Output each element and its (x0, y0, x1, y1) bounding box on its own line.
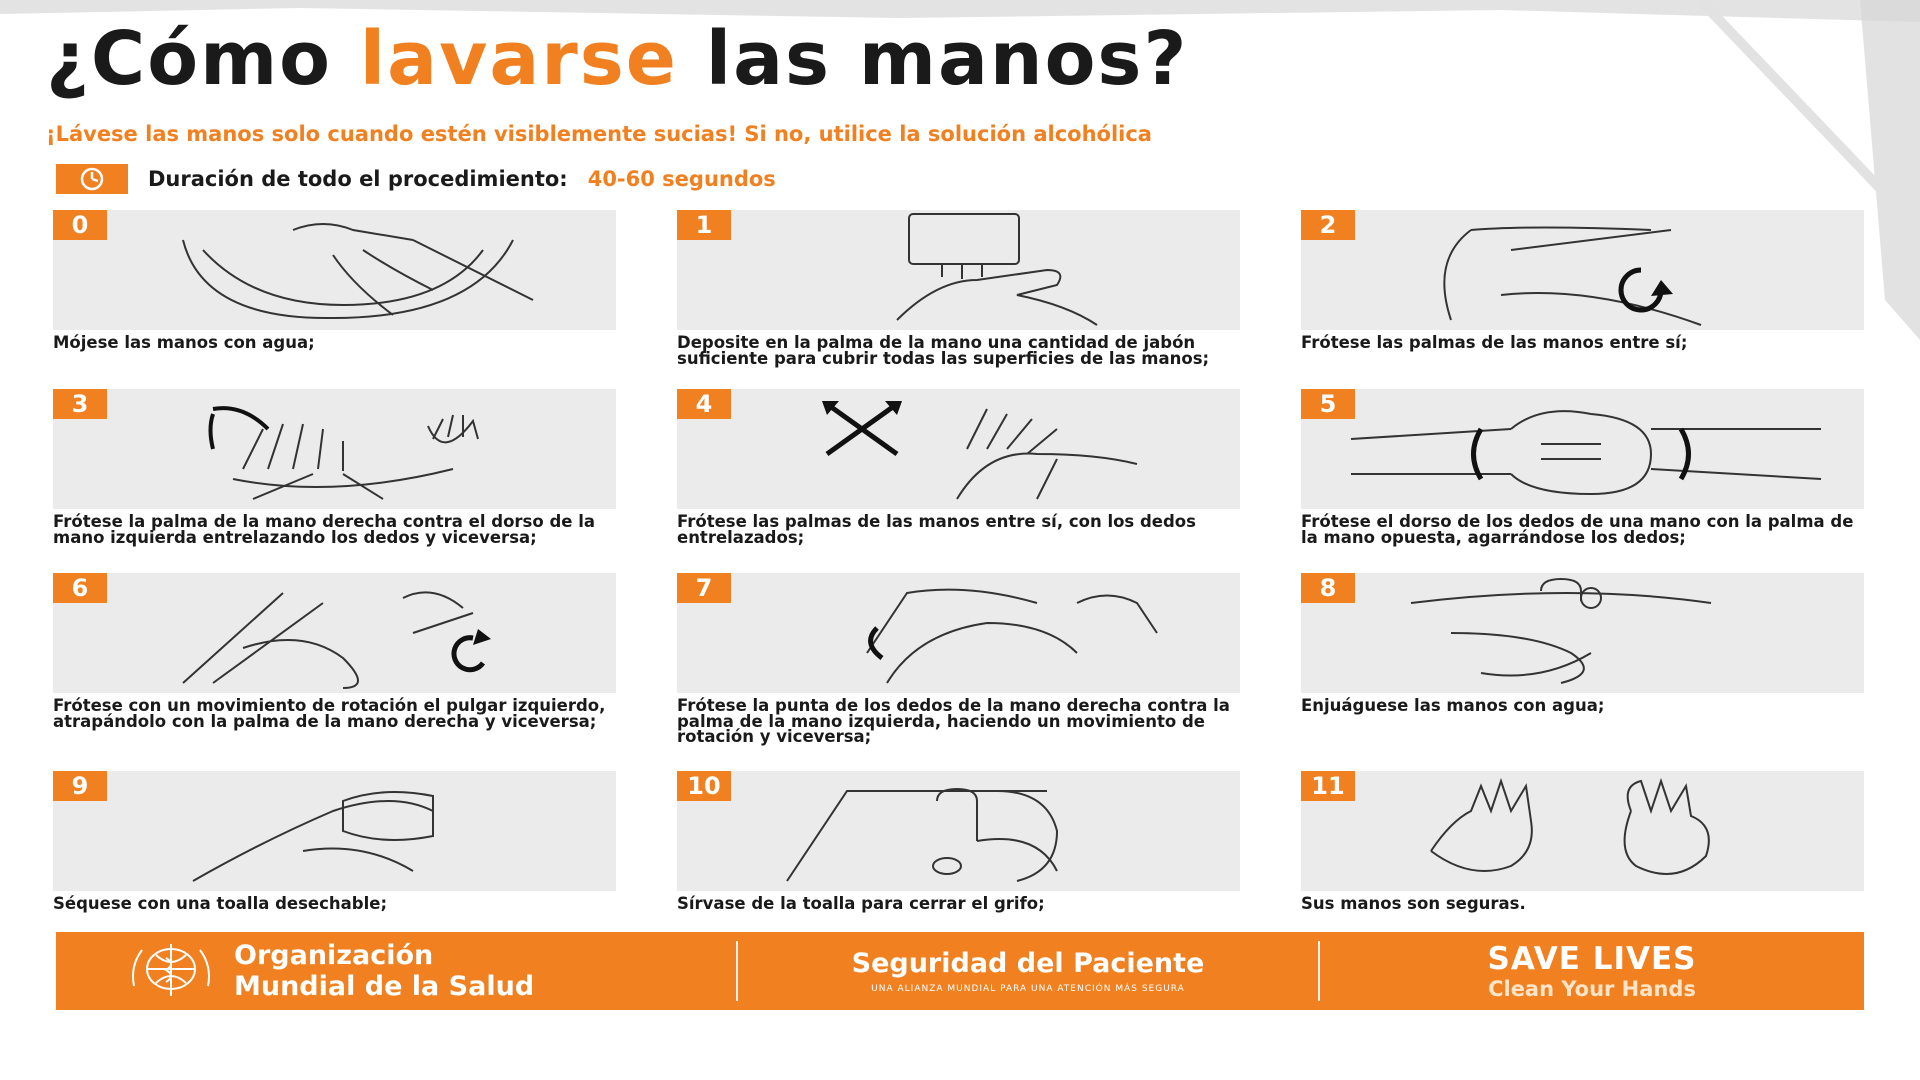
step-illustration (53, 573, 616, 693)
title-part-1: ¿Cómo (46, 16, 360, 102)
step-illustration (1301, 210, 1864, 330)
step-0 (53, 210, 616, 351)
step-9 (53, 771, 616, 912)
title-accent-word: lavarse (359, 16, 678, 102)
save-lives-block (1320, 941, 1864, 1001)
step-caption: Mójese las manos con agua; (53, 333, 315, 352)
step-8 (1301, 573, 1864, 714)
interlocked-fingers-icon (1301, 389, 1864, 509)
step-illustration (677, 771, 1240, 891)
step-caption: Deposite en la palma de la mano una cantidad de jabón suficiente para cubrir todas las superficies de las manos; (677, 333, 1210, 368)
interlaced-fingers-icon (677, 389, 1240, 509)
clock-hand-icon (56, 164, 128, 194)
step-caption: Frótese con un movimiento de rotación el pulgar izquierdo, atrapándolo con la palma de la mano derecha y viceversa; (53, 696, 606, 731)
step-caption: Frótese las palmas de las manos entre sí, con los dedos entrelazados; (677, 512, 1196, 547)
step-caption: Frótese las palmas de las manos entre sí; (1301, 333, 1688, 352)
step-caption: Frótese la palma de la mano derecha contra el dorso de la mano izquierda entrelazando los dedos y viceversa; (53, 512, 595, 547)
clean-hands-slogan: Clean Your Hands (1488, 977, 1696, 1001)
step-number: 1 (677, 210, 731, 240)
step-number: 8 (1301, 573, 1355, 603)
step-illustration (1301, 771, 1864, 891)
title-part-2: las manos? (677, 16, 1189, 102)
footer-banner (56, 932, 1864, 1010)
palm-to-palm-icon (1301, 210, 1864, 330)
step-7 (677, 573, 1240, 745)
patient-safety-block (738, 948, 1318, 994)
step-illustration (677, 573, 1240, 693)
organization-name (234, 940, 534, 1002)
step-5 (1301, 389, 1864, 545)
step-illustration (53, 771, 616, 891)
step-number: 7 (677, 573, 731, 603)
hand-washing-poster (40, 12, 1860, 1012)
poster-subtitle: ¡Lávese las manos solo cuando estén visiblemente sucias! Si no, utilice la solución alcohólica (46, 122, 1152, 146)
step-caption: Sus manos son seguras. (1301, 894, 1526, 913)
step-1 (677, 210, 1240, 366)
patient-safety-title: Seguridad del Paciente (851, 948, 1205, 979)
organization-name-line-1: Organización (234, 940, 434, 971)
step-illustration (677, 210, 1240, 330)
who-emblem-icon (126, 938, 216, 1005)
step-number: 5 (1301, 389, 1355, 419)
patient-safety-subtitle: UNA ALIANZA MUNDIAL PARA UNA ATENCIÓN MÁS SEGURA (871, 984, 1185, 994)
step-6 (53, 573, 616, 729)
step-3 (53, 389, 616, 545)
duration-value: 40-60 segundos (587, 167, 776, 191)
step-illustration (1301, 573, 1864, 693)
step-number: 0 (53, 210, 107, 240)
step-illustration (1301, 389, 1864, 509)
wet-hands-icon (53, 210, 616, 330)
step-number: 3 (53, 389, 107, 419)
close-tap-icon (677, 771, 1240, 891)
step-4 (677, 389, 1240, 545)
step-caption: Enjuáguese las manos con agua; (1301, 696, 1605, 715)
rinse-hands-icon (1301, 573, 1864, 693)
step-number: 6 (53, 573, 107, 603)
soap-dispenser-icon (677, 210, 1240, 330)
step-10 (677, 771, 1240, 912)
step-number: 4 (677, 389, 731, 419)
fingertips-rotation-icon (677, 573, 1240, 693)
step-illustration (53, 389, 616, 509)
step-number: 11 (1301, 771, 1355, 801)
step-illustration (53, 210, 616, 330)
clean-hands-icon (1301, 771, 1864, 891)
footer-divider (736, 941, 738, 1001)
back-of-hand-icon (53, 389, 616, 509)
step-number: 2 (1301, 210, 1355, 240)
organization-name-line-2: Mundial de la Salud (234, 971, 535, 1002)
duration-label: Duración de todo el procedimiento: (148, 167, 568, 191)
poster-title (46, 16, 1188, 102)
step-2 (1301, 210, 1864, 351)
step-number: 9 (53, 771, 107, 801)
rotational-thumb-icon (53, 573, 616, 693)
dry-towel-icon (53, 771, 616, 891)
step-caption: Frótese el dorso de los dedos de una mano con la palma de la mano opuesta, agarrándose los dedos; (1301, 512, 1854, 547)
step-caption: Sírvase de la toalla para cerrar el grifo; (677, 894, 1045, 913)
save-lives-title: SAVE LIVES (1487, 941, 1697, 977)
step-number: 10 (677, 771, 731, 801)
step-11 (1301, 771, 1864, 912)
step-caption: Séquese con una toalla desechable; (53, 894, 388, 913)
duration-row (56, 164, 776, 194)
footer-divider (1318, 941, 1320, 1001)
step-illustration (677, 389, 1240, 509)
step-caption: Frótese la punta de los dedos de la mano derecha contra la palma de la mano izquierda, haciendo un movimiento de rotación y viceversa; (677, 696, 1230, 746)
organization-block (56, 938, 736, 1005)
